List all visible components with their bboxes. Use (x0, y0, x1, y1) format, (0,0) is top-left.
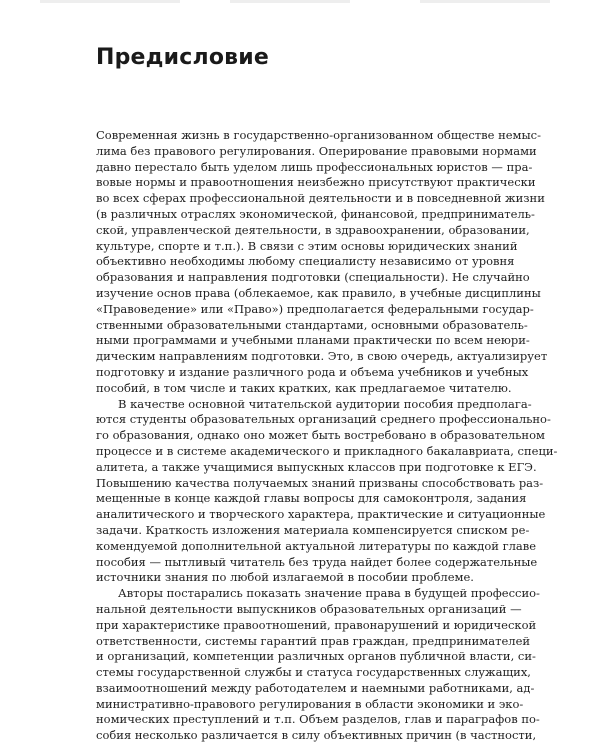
text-line: ются студенты образовательных организаций среднего профессионально- (96, 412, 551, 427)
text-line: мещенные в конце каждой главы вопросы для самоконтроля, задания (96, 491, 527, 506)
text-line: стемы государственной службы и статуса государственных служащих, (96, 665, 531, 680)
text-line: нальной деятельности выпускников образовательных организаций — (96, 601, 522, 616)
text-line: комендуемой дополнительной актуальной литературы по каждой главе (96, 538, 537, 553)
body-text (96, 128, 558, 744)
text-line: подготовку и издание различного рода и объема учебников и учебных (96, 364, 529, 379)
text-line: источники знания по любой излагаемой в пособии проблеме. (96, 570, 474, 585)
paragraph (96, 586, 540, 744)
top-edge-artifact (0, 0, 600, 6)
text-line: и организаций, компетенции различных органов публичной власти, си- (96, 649, 536, 664)
text-line: образования и направления подготовки (специальности). Не случайно (96, 270, 530, 285)
text-line: дическим направлениям подготовки. Это, в свою очередь, актуализирует (96, 349, 548, 364)
text-line: давно перестало быть уделом лишь профессиональных юристов — пра- (96, 159, 533, 174)
text-line: аналитического и творческого характера, практические и ситуационные (96, 507, 546, 522)
text-line: Повышению качества получаемых знаний призваны способствовать раз- (96, 475, 544, 490)
text-line: ответственности, системы гарантий прав граждан, предпринимателей (96, 633, 531, 648)
text-line: «Правоведение» или «Право») предполагается федеральными государ- (96, 301, 534, 316)
text-line: В качестве основной читательской аудитории пособия предполага- (118, 396, 532, 411)
text-line: номических преступлений и т.п. Объем разделов, глав и параграфов по- (96, 712, 540, 727)
text-line: процессе и в системе академического и прикладного бакалавриата, специ- (96, 443, 558, 458)
text-line: вовые нормы и правоотношения неизбежно присутствуют практически (96, 175, 536, 190)
text-line: во всех сферах профессиональной деятельности и в повседневной жизни (96, 191, 545, 206)
text-line: ственными образовательными стандартами, основными образователь- (96, 317, 528, 332)
text-line: го образования, однако оно может быть востребовано в образовательном (96, 428, 545, 443)
text-line: взаимоотношений между работодателем и наемными работниками, ад- (96, 680, 535, 695)
text-line: лима без правового регулирования. Оперирование правовыми нормами (96, 143, 537, 158)
paragraph (96, 128, 548, 397)
text-line: собия несколько различается в силу объективных причин (в частности, (96, 728, 537, 743)
page-title: Предисловие (96, 45, 269, 70)
text-line: алитета, а также учащимися выпускных классов при подготовке к ЕГЭ. (96, 459, 537, 474)
text-line: изучение основ права (облекаемое, как правило, в учебные дисциплины (96, 285, 541, 300)
text-line: ской, управленческой деятельности, в здравоохранении, образовании, (96, 222, 530, 237)
text-line: культуре, спорте и т.п.). В связи с этим основы юридических знаний (96, 238, 518, 253)
text-line: пособия — пытливый читатель без труда найдет более содержательные (96, 554, 538, 569)
text-line: объективно необходимы любому специалисту независимо от уровня (96, 254, 515, 269)
text-line: (в различных отраслях экономической, финансовой, предприниматель- (96, 206, 535, 221)
text-line: Авторы постарались показать значение права в будущей профессио- (118, 586, 540, 601)
text-line: пособий, в том числе и таких кратких, как предлагаемое читателю. (96, 380, 512, 395)
text-line: при характеристике правоотношений, правонарушений и юридической (96, 617, 537, 632)
text-line: министративно-правового регулирования в области экономики и эко- (96, 696, 524, 711)
text-line: Современная жизнь в государственно-организованном обществе немыс- (96, 128, 541, 142)
paragraph (96, 396, 558, 587)
text-line: задачи. Краткость изложения материала компенсируется списком ре- (96, 522, 530, 537)
text-line: ными программами и учебными планами практически по всем неюри- (96, 333, 530, 348)
